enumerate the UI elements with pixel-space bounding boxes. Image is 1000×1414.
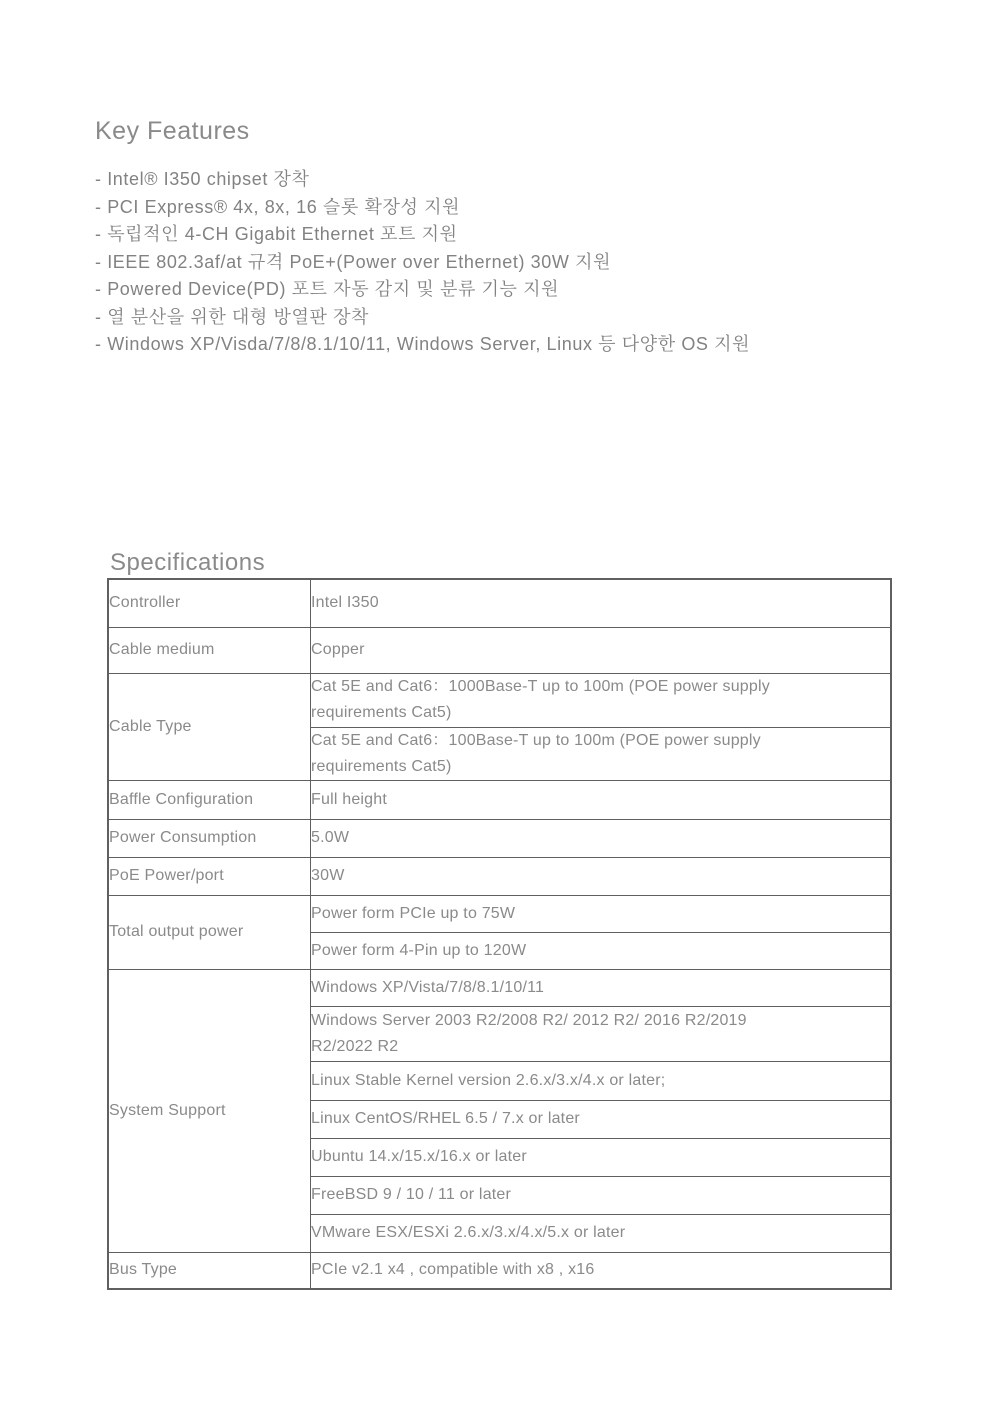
spec-value-cell: [311, 1100, 892, 1138]
spec-value: Power form 4-Pin up to 120W: [311, 941, 527, 959]
spec-value: Full height: [311, 790, 388, 808]
spec-value: Copper: [311, 641, 365, 658]
spec-value-cell: [311, 780, 892, 819]
spec-value: Windows XP/Vista/7/8/8.1/10/11: [311, 978, 545, 996]
spec-value: Intel I350: [311, 594, 379, 612]
spec-row: [108, 627, 891, 673]
key-feature-item: - PCI Express® 4x, 8x, 16 슬롯 확장성 지원: [95, 196, 461, 217]
spec-value-cell: [311, 895, 892, 932]
spec-label: Cable medium: [108, 627, 311, 673]
spec-table-body: [108, 579, 891, 1289]
key-feature-item: - Windows XP/Visda/7/8/8.1/10/11, Windows Server, Linux 등 다양한 OS 지원: [95, 334, 751, 354]
spec-label: Cable Type: [108, 673, 311, 780]
spec-value-cell: [311, 1006, 892, 1061]
spec-value-cell: [311, 1138, 892, 1176]
spec-value: 30W: [311, 867, 345, 884]
key-feature-item: - 열 분산을 위한 대형 방열판 장착: [95, 306, 370, 327]
spec-value-cell: [311, 673, 892, 727]
spec-row: [108, 895, 891, 932]
key-feature-item: - 독립적인 4-CH Gigabit Ethernet 포트 지원: [95, 224, 458, 244]
spec-label: Bus Type: [108, 1252, 311, 1289]
key-feature-item: - Intel® I350 chipset 장착: [95, 169, 310, 189]
spec-value: Windows Server 2003 R2/2008 R2/ 2012 R2/ 2016 R2/2019 R2/2022 R2: [311, 1011, 747, 1055]
spec-label: Total output power: [108, 895, 311, 969]
spec-value: Ubuntu 14.x/15.x/16.x or later: [311, 1148, 527, 1165]
spec-value: 5.0W: [311, 829, 350, 846]
spec-row: [108, 969, 891, 1006]
spec-value-cell: [311, 579, 892, 627]
spec-value-cell: [311, 1061, 892, 1100]
spec-value-cell: [311, 627, 892, 673]
spec-label: Controller: [108, 579, 311, 627]
spec-value-cell: [311, 727, 892, 780]
key-feature-item: - Powered Device(PD) 포트 자동 감지 및 분류 기능 지원: [95, 279, 560, 299]
specifications-title: Specifications: [110, 548, 266, 576]
spec-value-cell: [311, 857, 892, 895]
spec-value-cell: [311, 1176, 892, 1214]
spec-value-cell: [311, 819, 892, 857]
spec-value-cell: [311, 1214, 892, 1252]
spec-label: System Support: [108, 969, 311, 1252]
spec-row: [108, 579, 891, 627]
spec-row: [108, 780, 891, 819]
spec-value: VMware ESX/ESXi 2.6.x/3.x/4.x/5.x or later: [311, 1224, 626, 1241]
spec-label: Power Consumption: [108, 819, 311, 857]
spec-value: Linux CentOS/RHEL 6.5 / 7.x or later: [311, 1110, 580, 1127]
key-features-list: [95, 166, 750, 359]
spec-value-cell: [311, 1252, 892, 1289]
key-feature-item: - IEEE 802.3af/at 규격 PoE+(Power over Ethernet) 30W 지원: [95, 251, 612, 272]
spec-value: Cat 5E and Cat6：100Base-T up to 100m (POE power supply requirements Cat5): [311, 731, 761, 775]
spec-value-cell: [311, 932, 892, 969]
spec-value: PCIe v2.1 x4 , compatible with x8 , x16: [311, 1261, 595, 1279]
specifications-table: [107, 578, 892, 1290]
spec-value: Power form PCIe up to 75W: [311, 904, 516, 922]
spec-row: [108, 857, 891, 895]
spec-label: Baffle Configuration: [108, 780, 311, 819]
spec-value: Linux Stable Kernel version 2.6.x/3.x/4.x or later;: [311, 1071, 666, 1089]
spec-row: [108, 1252, 891, 1289]
spec-row: [108, 673, 891, 727]
spec-value: FreeBSD 9 / 10 / 11 or later: [311, 1186, 512, 1203]
spec-row: [108, 819, 891, 857]
spec-label: PoE Power/port: [108, 857, 311, 895]
spec-value: Cat 5E and Cat6：1000Base-T up to 100m (POE power supply requirements Cat5): [311, 678, 770, 721]
spec-value-cell: [311, 969, 892, 1006]
key-features-title: Key Features: [95, 116, 250, 145]
